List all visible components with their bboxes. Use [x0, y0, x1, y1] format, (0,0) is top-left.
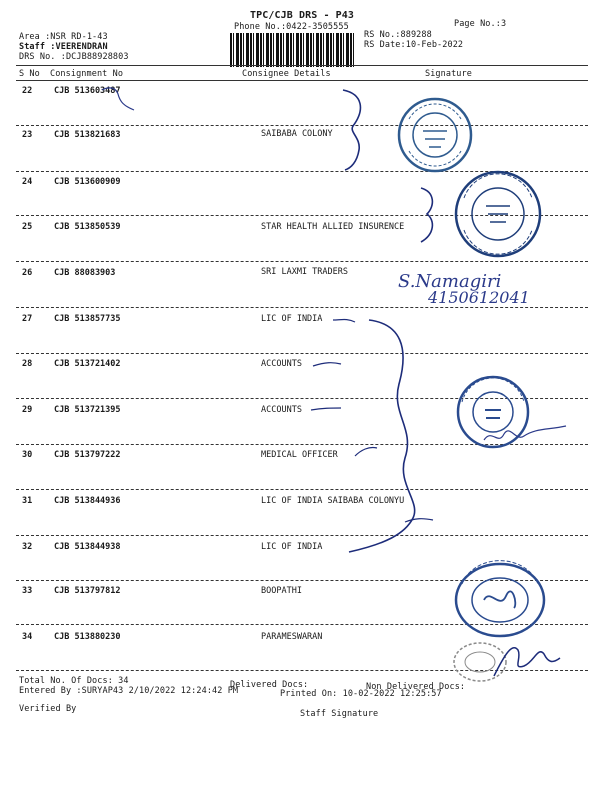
column-sno: S No [19, 69, 40, 79]
signature-mark-22 [100, 84, 145, 114]
row-consignee: PARAMESWARAN [261, 632, 323, 642]
row-sno: 23 [22, 130, 33, 140]
row-consignee: LIC OF INDIA [261, 314, 323, 324]
rs-date: RS Date:10-Feb-2022 [364, 40, 464, 50]
row-consignment: CJB 513850539 [54, 222, 121, 232]
printed-on: Printed On: 10-02-2022 12:25:57 [280, 689, 442, 699]
signature-mark-34 [490, 636, 570, 681]
row-consignment: CJB 88083903 [54, 268, 116, 278]
rs-number: RS No.:889288 [364, 30, 432, 40]
row-consignment: CJB 513821683 [54, 130, 121, 140]
drs-number: DRS No. :DCJB88928803 [19, 52, 129, 62]
staff-label: Staff :VEERENDRAN [19, 42, 108, 52]
row-consignee: SAIBABA COLONY [261, 129, 333, 139]
bracket-signature-22-24 [335, 86, 375, 174]
header-top-rule [16, 65, 588, 66]
row-consignment: CJB 513797812 [54, 586, 121, 596]
header-bottom-rule [16, 80, 588, 81]
bracket-signature-24-25 [415, 186, 445, 246]
entered-by: Entered By :SURYAP43 2/10/2022 12:24:42 PM [19, 686, 239, 696]
row-sno: 26 [22, 268, 33, 278]
row-sno: 28 [22, 359, 33, 369]
row-consignee: LIC OF INDIA [261, 542, 323, 552]
row-sno: 27 [22, 314, 33, 324]
row-consignment: CJB 513603487 [54, 86, 121, 96]
row-consignee: MEDICAL OFFICER [261, 450, 338, 460]
row-sno: 34 [22, 632, 33, 642]
phone-number: Phone No.:0422-3505555 [234, 22, 349, 32]
row-consignment: CJB 513797222 [54, 450, 121, 460]
document-title: TPC/CJB DRS - P43 [250, 10, 355, 21]
row-sno: 32 [22, 542, 33, 552]
row-sno: 22 [22, 86, 33, 96]
area-label: Area :NSR RD-1-43 [19, 32, 108, 42]
row-consignee: STAR HEALTH ALLIED INSURENCE [261, 222, 405, 232]
row-consignment: CJB 513844936 [54, 496, 121, 506]
page-number: Page No.:3 [454, 19, 507, 29]
row-consignee: LIC OF INDIA SAIBABA COLONYU [261, 496, 405, 506]
row-consignee: ACCOUNTS [261, 405, 302, 415]
row-sno: 30 [22, 450, 33, 460]
row-consignment: CJB 513600909 [54, 177, 121, 187]
federal-bank-stamp [450, 560, 550, 640]
tamil-nadu-grama-bank-stamp [395, 95, 475, 175]
non-delivered-docs: Non Delivered Docs: [366, 682, 466, 692]
handwritten-name: S.Namagiri [398, 271, 502, 292]
handwritten-number: 4150612041 [428, 288, 530, 307]
row-divider [16, 125, 588, 126]
total-docs: Total No. Of Docs: 34 [19, 676, 129, 686]
barcode [230, 33, 354, 67]
row-sno: 33 [22, 586, 33, 596]
row-sno: 24 [22, 177, 33, 187]
bracket-signature-27-32 [325, 318, 455, 568]
row-consignment: CJB 513880230 [54, 632, 121, 642]
row-sno: 31 [22, 496, 33, 506]
row-consignment: CJB 513857735 [54, 314, 121, 324]
row-divider [16, 307, 588, 308]
staff-signature: Staff Signature [300, 709, 379, 719]
row-consignee: SRI LAXMI TRADERS [261, 267, 348, 277]
column-signature: Signature [425, 69, 472, 79]
row-divider [16, 489, 588, 490]
signature-mark-29 [480, 420, 570, 450]
row-divider [16, 353, 588, 354]
star-health-stamp [450, 168, 546, 260]
row-consignee: ACCOUNTS [261, 359, 302, 369]
column-consignee: Consignee Details [242, 69, 331, 79]
row-divider [16, 261, 588, 262]
row-consignment: CJB 513844938 [54, 542, 121, 552]
row-sno: 29 [22, 405, 33, 415]
row-consignment: CJB 513721395 [54, 405, 121, 415]
row-divider [16, 535, 588, 536]
row-consignee: BOOPATHI [261, 586, 302, 596]
verified-by: Verified By [19, 704, 77, 714]
column-consignment: Consignment No [50, 69, 124, 79]
row-sno: 25 [22, 222, 33, 232]
row-consignment: CJB 513721402 [54, 359, 121, 369]
delivered-docs: Delivered Docs: [230, 680, 309, 690]
